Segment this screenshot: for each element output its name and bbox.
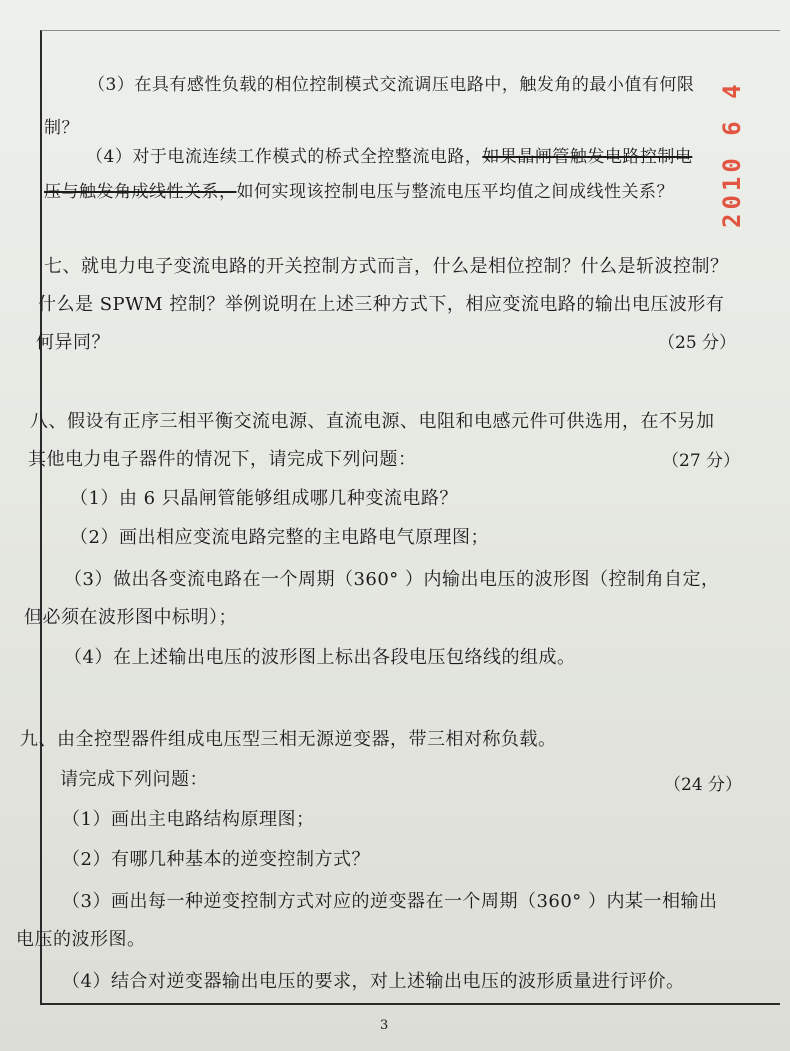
q6-sub4-line1 [86, 142, 692, 167]
q8-sub4: （4）在上述输出电压的波形图上标出各段电压包络线的组成。 [64, 647, 576, 668]
q8-sub3-line2: 但必须在波形图中标明）； [24, 607, 237, 628]
q8-line1: 八、假设有正序三相平衡交流电源、直流电源、电阻和电感元件可供选用，在不另加 [30, 411, 715, 432]
q7-score: （25 分） [658, 333, 737, 353]
q9-line2: 请完成下列问题： [60, 769, 208, 790]
q8-score: （27 分） [662, 451, 741, 471]
q9-sub3-line2: 电压的波形图。 [16, 929, 146, 950]
q9-sub3-line1: （3）画出每一种逆变控制方式对应的逆变器在一个周期（360° ）内某一相输出 [62, 891, 718, 912]
q6-sub3-line2: 制？ [44, 118, 79, 138]
q8-sub2: （2）画出相应变流电路完整的主电路电气原理图； [70, 527, 489, 548]
q8-sub1: （1）由 6 只晶闸管能够组成哪几种变流电路？ [70, 488, 458, 509]
date-stamp: 2010 6 4 [718, 80, 746, 228]
q7-line3: 何异同？ [36, 332, 110, 353]
q6-sub4-line2 [44, 177, 674, 202]
q9-sub1: （1）画出主电路结构原理图； [62, 809, 315, 830]
page-number: 3 [380, 1018, 389, 1033]
q8-sub3-line1: （3）做出各变流电路在一个周期（360° ）内输出电压的波形图（控制角自定， [64, 569, 720, 590]
q7-line2: 什么是 SPWM 控制？举例说明在上述三种方式下，相应变流电路的输出电压波形有 [38, 294, 725, 315]
q6-sub4-line2-text: 如何实现该控制电压与整流电压平均值之间成线性关系？ [236, 182, 674, 202]
q6-sub4-line1-text: （4）对于电流连续工作模式的桥式全控整流电路， [86, 147, 483, 167]
q6-sub4-struck-text-1: 如果晶闸管触发电路控制电 [482, 147, 693, 167]
q9-score: （24 分） [664, 775, 743, 795]
q9-line1: 九、由全控型器件组成电压型三相无源逆变器，带三相对称负载。 [20, 729, 557, 750]
q9-sub2: （2）有哪几种基本的逆变控制方式？ [62, 849, 370, 870]
q6-sub3-line1: （3）在具有感性负载的相位控制模式交流调压电路中，触发角的最小值有何限 [88, 75, 695, 95]
q7-line1: 七、就电力电子变流电路的开关控制方式而言，什么是相位控制？什么是斩波控制？ [44, 256, 729, 277]
q6-sub4-struck-text-2: 压与触发角成线性关系， [44, 182, 237, 202]
q8-line2: 其他电力电子器件的情况下，请完成下列问题： [28, 449, 417, 470]
q9-sub4: （4）结合对逆变器输出电压的要求，对上述输出电压的波形质量进行评价。 [62, 971, 685, 992]
